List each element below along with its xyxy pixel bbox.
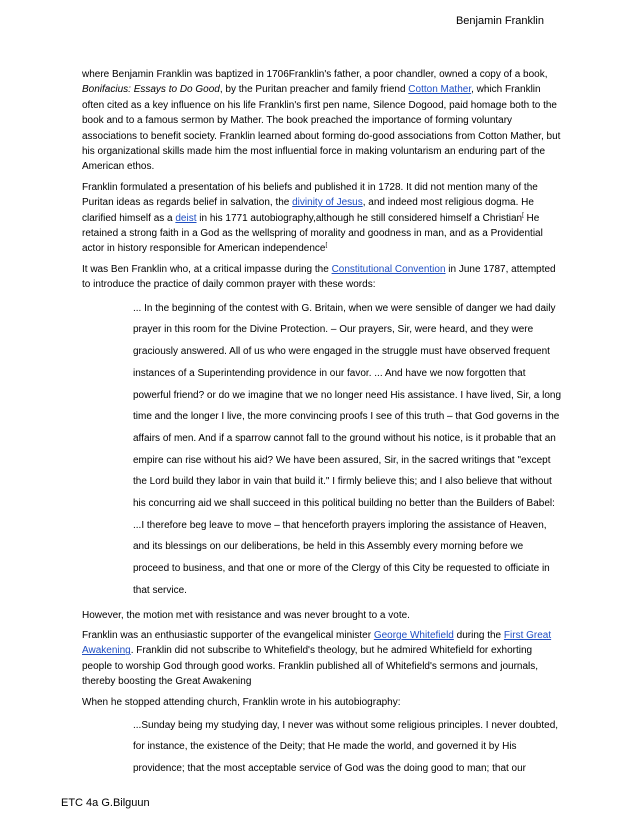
link-divinity-of-jesus[interactable]: divinity of Jesus (292, 197, 363, 209)
citation-marker[interactable]: [ (522, 212, 524, 219)
link-deist[interactable]: deist (175, 212, 197, 224)
link-first-great-awakening[interactable]: First Great Awakening (82, 629, 552, 657)
paragraph-6: When he stopped attending church, Franklin wrote in his autobiography: (82, 696, 401, 708)
paragraph-2: Franklin formulated a presentation of his beliefs and published it in 1728. It did not mention many of the Puritan ideas as regards belief in salvation, the divinity of Jesus, and indeed most religious dogma. He clarified himself as a deist in his 1771 autobiography,although he still considered himself a Christian[ He retained a strong faith in a God as the wellspring of morality and goodness in man, and as a Providential actor in history responsible for American independence[ (82, 181, 543, 255)
block-quote-autobiography: ...Sunday being my studying day, I never was without some religious principles. I never doubted, for instance, the existence of the Deity; that He made the world, and governed it by His providence; that the most acceptable service of God was the doing good to man; that our (133, 719, 559, 774)
page-header: Benjamin Franklin (455, 15, 544, 27)
document-body (82, 67, 562, 779)
link-cotton-mather[interactable]: Cotton Mather (408, 84, 472, 96)
link-constitutional-convention[interactable]: Constitutional Convention (331, 263, 446, 275)
paragraph-3: It was Ben Franklin who, at a critical impasse during the Constitutional Convention in June 1787, attempted to introduce the practice of daily common prayer with these words: (82, 263, 556, 291)
paragraph-5: Franklin was an enthusiastic supporter of the evangelical minister George Whitefield during the First Great Awakening. Franklin did not subscribe to Whitefield's theology, but he admired Whitefield for exhorting people to worship God through good works. Franklin published all of Whitefield's sermons and journals, thereby boosting the Great Awakening (82, 629, 552, 688)
paragraph-1: where Benjamin Franklin was baptized in 1706Franklin's father, a poor chandler, owned a copy of a book, Bonifacius: Essays to Do Good, by the Puritan preacher and family friend Cotton Mather, which Franklin often cited as a key influence on his life Franklin's first pen name, Silence Dogood, paid homage both to the book and to a famous sermon by Mather. The book preached the importance of forming voluntary associations to benefit society. Franklin learned about forming do-good associations from Cotton Mather, but his organizational skills made him the most influential force in making voluntarism an enduring part of the American ethos. (82, 69, 561, 173)
paragraph-4: However, the motion met with resistance and was never brought to a vote. (82, 609, 410, 621)
block-quote-prayer: ... In the beginning of the contest with G. Britain, when we were sensible of danger we had daily prayer in this room for the Divine Protection. – Our prayers, Sir, were heard, and they were graciously answered. All of us who were engaged in the struggle must have observed frequent instances of a Superintending providence in our favor. ... And have we now forgotten that powerful friend? or do we imagine that we no longer need His assistance. I have lived, Sir, a long time and the longer I live, the more convincing proofs I see of this truth – that God governs in the affairs of men. And if a sparrow cannot fall to the ground without his notice, is it probable that an empire can rise without his aid? We have been assured, Sir, in the sacred writings that "except the Lord build they labor in vain that build it." I firmly believe this; and I also believe that without his concurring aid we shall succeed in this political building no better than the Builders of Babel: ...I therefore beg leave to move – that henceforth prayers imploring the assistance of Heaven, and its blessings on our deliberations, be held in this Assembly every morning before we proceed to business, and that one or more of the Clergy of this City be requested to officiate in that service. (133, 302, 562, 596)
page-footer: ETC 4a G.Bilguun (61, 797, 150, 809)
citation-marker[interactable]: [ (325, 243, 328, 250)
link-george-whitefield[interactable]: George Whitefield (373, 629, 454, 641)
book-title: Bonifacius: Essays to Do Good (82, 84, 220, 96)
